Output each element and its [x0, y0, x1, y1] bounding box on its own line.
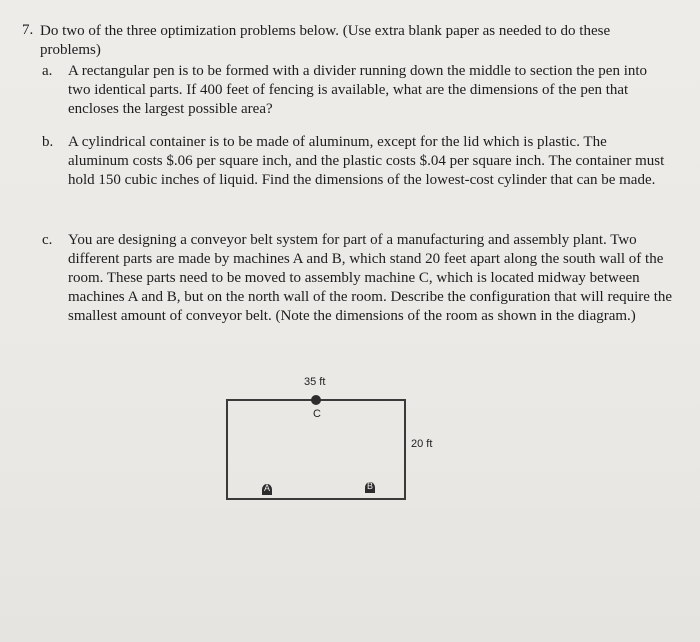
room-height-label: 20 ft — [411, 438, 433, 450]
room-diagram — [200, 370, 460, 520]
problem-c-letter: c. — [42, 232, 53, 248]
machine-a-marker — [262, 484, 272, 495]
machine-b-label: B — [366, 481, 373, 491]
room-width-label: 35 ft — [304, 376, 326, 388]
question-number: 7. — [22, 22, 34, 38]
problem-a-letter: a. — [42, 63, 53, 79]
machine-a-label: A — [263, 483, 270, 493]
machine-b-marker — [365, 482, 375, 493]
machine-c-marker — [311, 395, 321, 405]
problem-c-text: You are designing a conveyor belt system for part of a manufacturing and assembly plant. Two different parts are made by machines A and B, which stand 20 feet apart along the south wall of the room. These parts need to be moved to assembly machine C, which is located midway between machines A and B, but on the north wall of the room. Describe the configuration that will require the smallest amount of conveyor belt. (Note the dimensions of the room as shown in the diagram.) — [68, 232, 673, 324]
problem-b-letter: b. — [42, 134, 54, 150]
machine-c-label: C — [313, 408, 321, 420]
problem-a-text: A rectangular pen is to be formed with a divider running down the middle to section the pen into two identical parts. If 400 feet of fencing is available, what are the dimensions of the pen that encloses the largest possible area? — [68, 63, 648, 117]
question-heading: Do two of the three optimization problems below. (Use extra blank paper as needed to do these problems) — [40, 23, 611, 58]
problem-b-text: A cylindrical container is to be made of aluminum, except for the lid which is plastic. The aluminum costs $.06 per square inch, and the plastic costs $.04 per square inch. The container must hold 150 cubic inches of liquid. Find the dimensions of the lowest-cost cylinder that can be made. — [68, 134, 665, 188]
